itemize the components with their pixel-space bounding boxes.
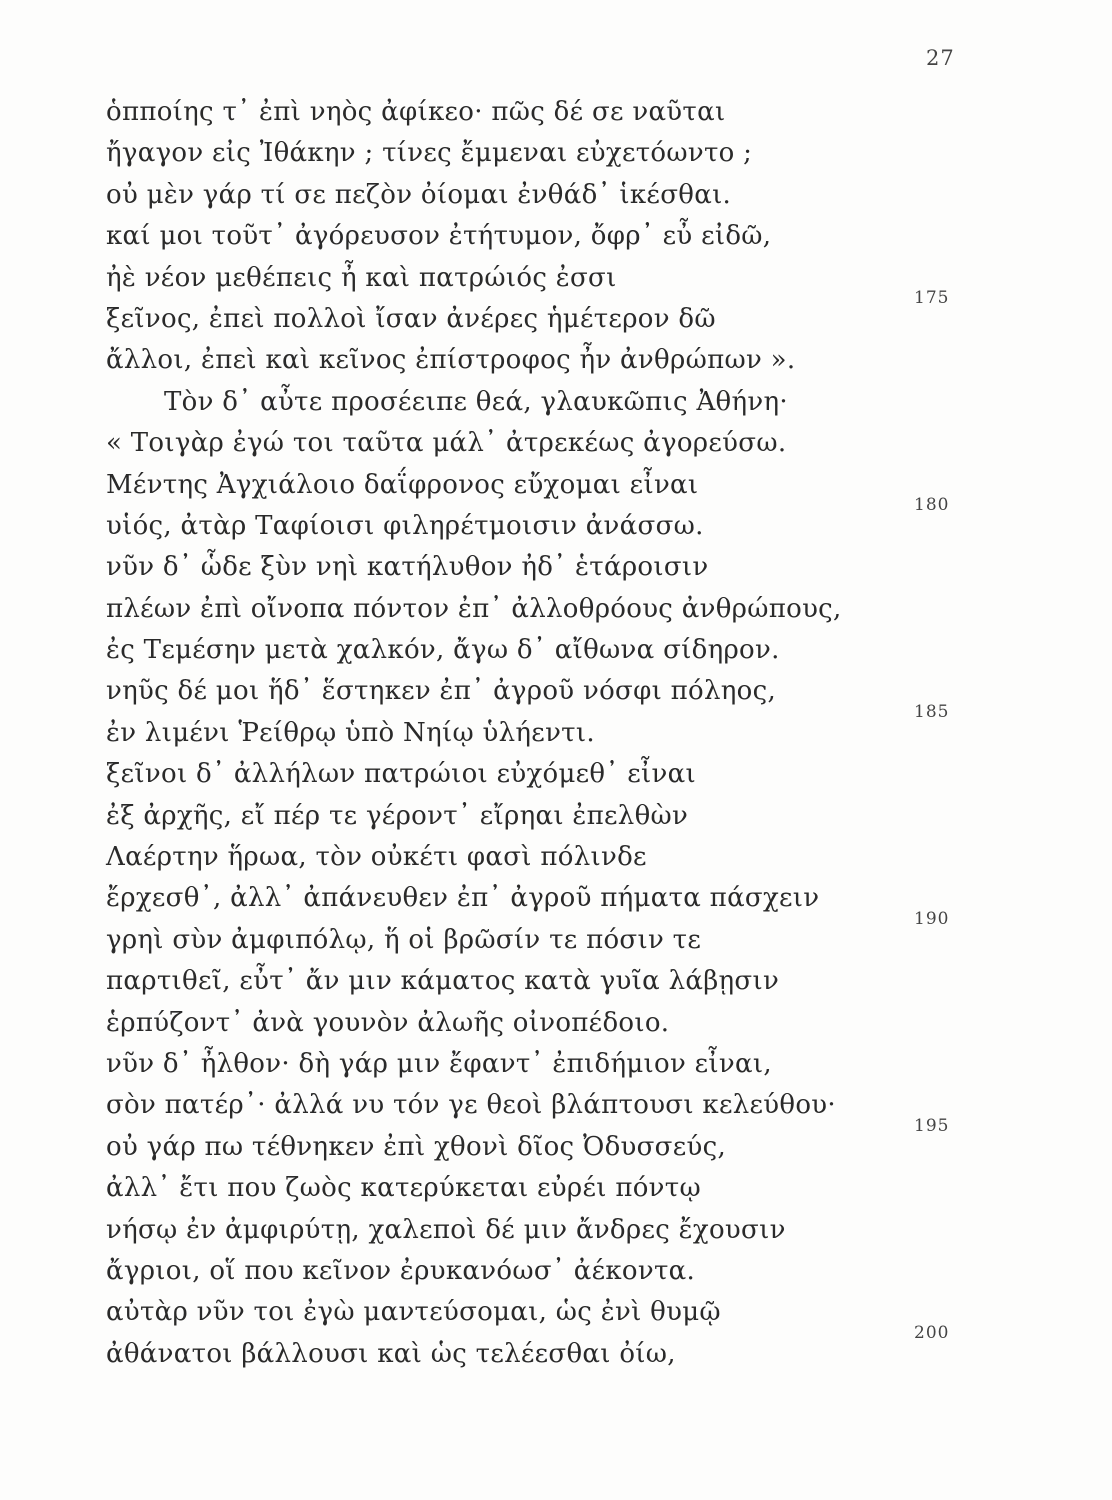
verse-line: ἄλλοι, ἐπεὶ καὶ κεῖνος ἐπίστροφος ἦν ἀνθρώπων ». — [106, 345, 796, 376]
verse-line: ἄγριοι, οἵ που κεῖνον ἐρυκανόωσ᾽ ἀέκοντα. — [106, 1255, 696, 1286]
verse-line: οὐ μὲν γάρ τί σε πεζὸν ὀίομαι ἐνθάδ᾽ ἱκέσθαι. — [106, 179, 732, 210]
verse-line: Λαέρτην ἥρωα, τὸν οὐκέτι φασὶ πόλινδε — [106, 842, 647, 873]
verse-line: Τὸν δ᾽ αὖτε προσέειπε θεά, γλαυκῶπις Ἀθήνη· — [164, 386, 788, 417]
line-number: 200 — [914, 1323, 950, 1343]
verse-line: νῦν δ᾽ ὧδε ξὺν νηὶ κατήλυθον ἠδ᾽ ἑτάροισιν — [106, 552, 709, 583]
line-number: 185 — [914, 702, 950, 722]
line-number: 190 — [914, 909, 950, 929]
line-number: 180 — [914, 495, 950, 515]
page-number: 27 — [926, 46, 955, 70]
verse-line: Μέντης Ἀγχιάλοιο δαΐφρονος εὔχομαι εἶναι — [106, 469, 699, 500]
verse-line: ὁπποίης τ᾽ ἐπὶ νηὸς ἀφίκεο· πῶς δέ σε ναῦται — [106, 97, 726, 127]
verse-line: πλέων ἐπὶ οἴνοπα πόντον ἐπ᾽ ἀλλοθρόους ἀνθρώπους, — [106, 593, 842, 624]
verse-line: ἤγαγον εἰς Ἰθάκην ; τίνες ἔμμεναι εὐχετόωντο ; — [106, 138, 753, 169]
verse-line: αὐτὰρ νῦν τοι ἐγὼ μαντεύσομαι, ὡς ἐνὶ θυμῷ — [106, 1297, 721, 1328]
verse-line: νῦν δ᾽ ἦλθον· δὴ γάρ μιν ἔφαντ᾽ ἐπιδήμιον εἶναι, — [106, 1048, 772, 1079]
verse-line: ἐς Τεμέσην μετὰ χαλκόν, ἄγω δ᾽ αἴθωνα σίδηρον. — [106, 635, 780, 666]
verse-line: οὐ γάρ πω τέθνηκεν ἐπὶ χθονὶ δῖος Ὀδυσσεύς, — [106, 1131, 727, 1162]
verse-line: ἔρχεσθ᾽, ἀλλ᾽ ἀπάνευθεν ἐπ᾽ ἀγροῦ πήματα πάσχειν — [106, 883, 820, 914]
verse-line: ξεῖνοι δ᾽ ἀλλήλων πατρώιοι εὐχόμεθ᾽ εἶναι — [106, 759, 696, 790]
verse-line: ἑρπύζοντ᾽ ἀνὰ γουνὸν ἀλωῆς οἰνοπέδοιο. — [106, 1007, 670, 1038]
verse-line: ἠὲ νέον μεθέπεις ἦ καὶ πατρώιός ἐσσι — [106, 262, 617, 293]
verse-line: νηῦς δέ μοι ἥδ᾽ ἕστηκεν ἐπ᾽ ἀγροῦ νόσφι πόληος, — [106, 676, 777, 707]
verse-line: ξεῖνος, ἐπεὶ πολλοὶ ἴσαν ἀνέρες ἡμέτερον δῶ — [106, 303, 716, 334]
verse-line: ἐν λιμένι Ῥείθρῳ ὑπὸ Νηίῳ ὑλήεντι. — [106, 717, 595, 748]
verse-line: γρηὶ σὺν ἀμφιπόλῳ, ἥ οἱ βρῶσίν τε πόσιν τε — [106, 924, 702, 955]
verse-block — [106, 92, 906, 1375]
verse-line: « Τοιγὰρ ἐγώ τοι ταῦτα μάλ᾽ ἀτρεκέως ἀγορεύσω. — [106, 428, 787, 459]
line-number: 175 — [914, 288, 950, 308]
line-number: 195 — [914, 1116, 950, 1136]
verse-line: ἀθάνατοι βάλλουσι καὶ ὡς τελέεσθαι ὀίω, — [106, 1338, 676, 1369]
verse-line: υἱός, ἀτὰρ Ταφίοισι φιληρέτμοισιν ἀνάσσω. — [106, 510, 704, 541]
verse-line: παρτιθεῖ, εὖτ᾽ ἄν μιν κάματος κατὰ γυῖα λάβῃσιν — [106, 966, 780, 997]
verse-line: σὸν πατέρ᾽· ἀλλά νυ τόν γε θεοὶ βλάπτουσι κελεύθου· — [106, 1090, 836, 1121]
verse-line: καί μοι τοῦτ᾽ ἀγόρευσον ἐτήτυμον, ὄφρ᾽ εὖ εἰδῶ, — [106, 221, 772, 252]
verse-line: ἐξ ἀρχῆς, εἴ πέρ τε γέροντ᾽ εἴρηαι ἐπελθὼν — [106, 800, 689, 831]
verse-line: ἀλλ᾽ ἔτι που ζωὸς κατερύκεται εὐρέι πόντῳ — [106, 1173, 701, 1204]
verse-line: νήσῳ ἐν ἀμφιρύτῃ, χαλεποὶ δέ μιν ἄνδρες ἔχουσιν — [106, 1214, 786, 1245]
